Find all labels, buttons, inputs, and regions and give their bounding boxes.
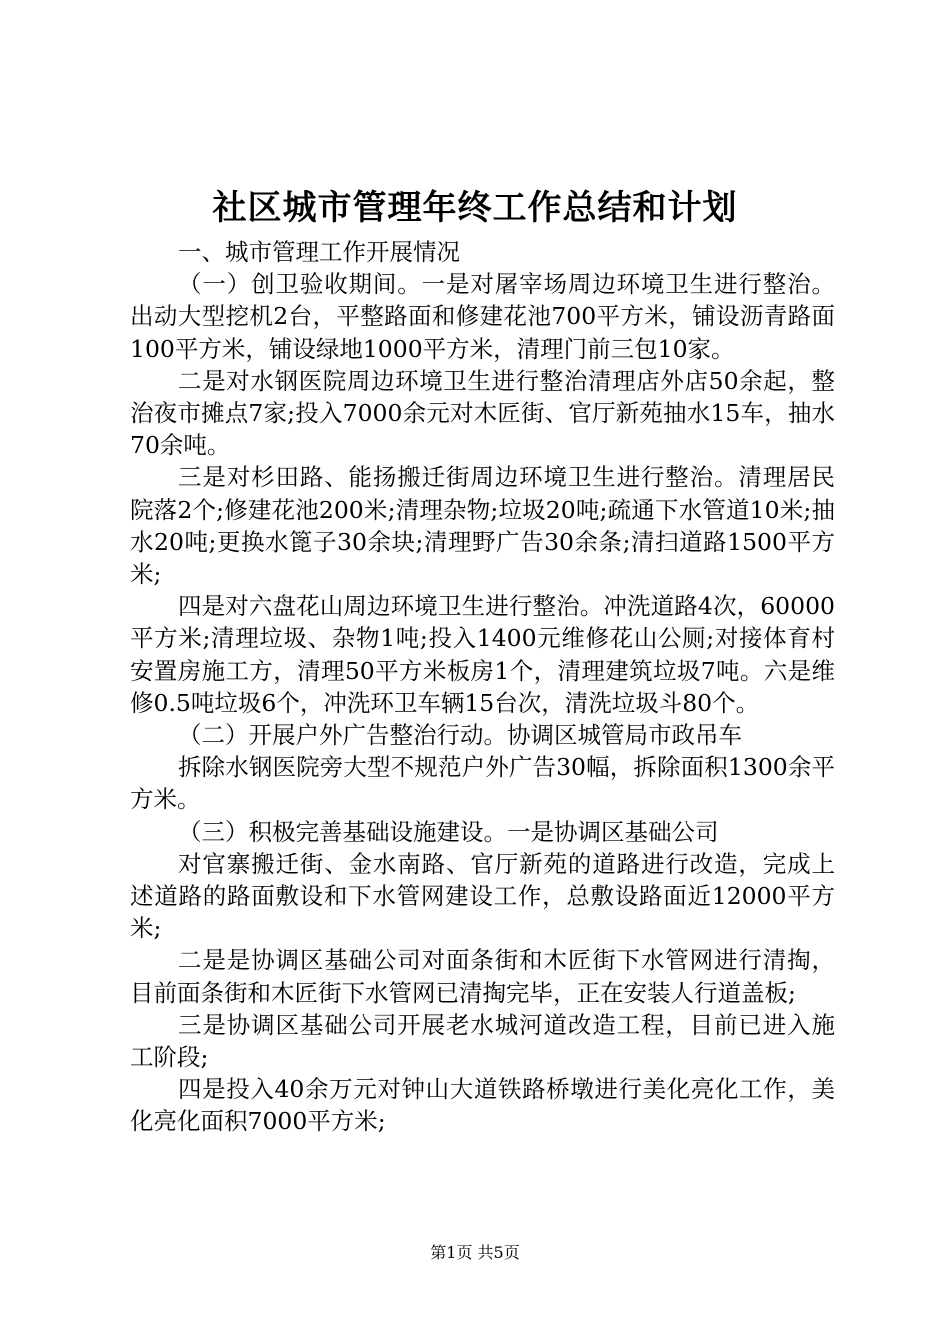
section-heading: 一、城市管理工作开展情况 bbox=[178, 238, 460, 266]
paragraph: 二是是协调区基础公司对面条街和木匠街下水管网进行清掏，目前面条街和木匠街下水管网已清掏完毕，正在安装人行道盖板; bbox=[130, 946, 835, 1007]
paragraph: （三）积极完善基础设施建设。一是协调区基础公司 bbox=[178, 817, 719, 846]
paragraph: 拆除水钢医院旁大型不规范户外广告30幅，拆除面积1300余平方米。 bbox=[130, 753, 835, 814]
paragraph: 对官寨搬迁街、金水南路、官厅新苑的道路进行改造，完成上述道路的路面敷设和下水管网建设工作，总敷设路面近12000平方米; bbox=[130, 849, 835, 943]
document-body bbox=[130, 236, 835, 1138]
paragraph: 三是协调区基础公司开展老水城河道改造工程，目前已进入施工阶段; bbox=[130, 1010, 835, 1072]
paragraph: 三是对杉田路、能扬搬迁街周边环境卫生进行整治。清理居民院落2个;修建花池200米;清理杂物;垃圾20吨;疏通下水管道10米;抽水20吨;更换水篦子30余块;清理野广告30余条;清扫道路1500平方米; bbox=[130, 463, 835, 589]
paragraph: （一）创卫验收期间。一是对屠宰场周边环境卫生进行整治。出动大型挖机2台，平整路面和修建花池700平方米，铺设沥青路面100平方米，铺设绿地1000平方米，清理门前三包10家。 bbox=[130, 270, 835, 363]
paragraph: 二是对水钢医院周边环境卫生进行整治清理店外店50余起，整治夜市摊点7家;投入7000余元对木匠街、官厅新苑抽水15车，抽水70余吨。 bbox=[130, 366, 835, 460]
paragraph: 四是对六盘花山周边环境卫生进行整治。冲洗道路4次，60000平方米;清理垃圾、杂物1吨;投入1400元维修花山公厕;对接体育村安置房施工方，清理50平方米板房1个，清理建筑垃圾7吨。六是维修0.5吨垃圾6个，冲洗环卫车辆15台次，清洗垃圾斗80个。 bbox=[130, 592, 835, 717]
paragraph: （二）开展户外广告整治行动。协调区城管局市政吊车 bbox=[178, 721, 742, 750]
paragraph: 四是投入40余万元对钟山大道铁路桥墩进行美化亮化工作，美化亮化面积7000平方米; bbox=[130, 1075, 835, 1136]
document-title: 社区城市管理年终工作总结和计划 bbox=[212, 188, 738, 228]
page-number-footer: 第1页 共5页 bbox=[430, 1243, 520, 1262]
